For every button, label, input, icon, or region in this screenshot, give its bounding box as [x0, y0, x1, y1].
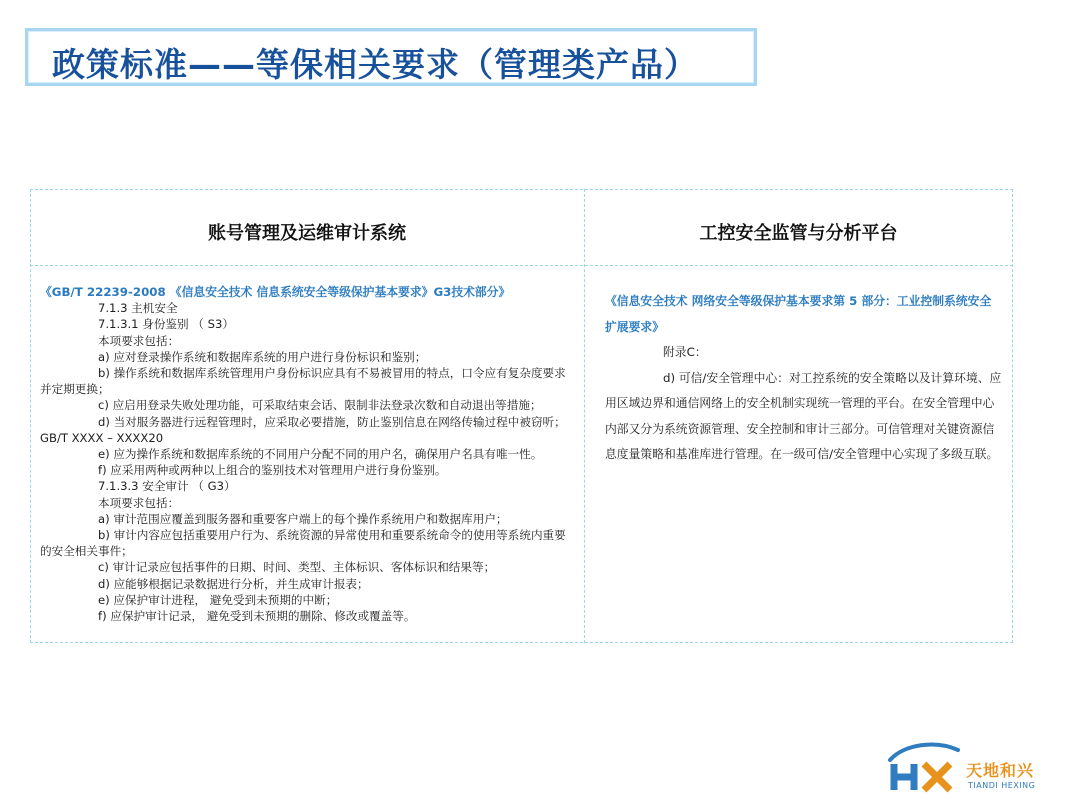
- logo-name-cn: 天地和兴: [966, 761, 1035, 780]
- appendix-label: 附录C：: [663, 345, 707, 359]
- left-column-body: [40, 284, 570, 624]
- clause-item: d) 应能够根据记录数据进行分析，并生成审计报表；: [98, 576, 369, 591]
- title-bar: [25, 28, 757, 86]
- clause-item: e) 应为操作系统和数据库系统的不同用户分配不同的用户名，确保用户名具有唯一性。: [98, 447, 543, 462]
- clause-text: 本项要求包括：: [98, 495, 180, 510]
- hx-logo-icon: [884, 738, 964, 796]
- appendix-paragraph: d) 可信/安全管理中心：对工控系统的安全策略以及计算环境、应用区域边界和通信网络上的安全机制实现统一管理的平台。在安全管理中心内部又分为系统资源管理、安全控制和审计三部分。可信管理对关键资源信息度量策略和基准库进行管理。在一级可信/安全管理中心实现了多级互联。: [605, 370, 1002, 461]
- logo-name-en: TIANDI HEXING: [968, 781, 1036, 790]
- clause-heading: 7.1.3 主机安全: [98, 301, 178, 316]
- clause-item: c) 应启用登录失败处理功能，可采取结束会话、限制非法登录次数和自动退出等措施；: [98, 398, 542, 413]
- clause-heading: 7.1.3.3 安全审计 （ G3）: [98, 479, 236, 494]
- clause-item: b) 操作系统和数据库系统管理用户身份标识应具有不易被冒用的特点，口令应有复杂度要求并定期更换；: [40, 366, 566, 397]
- page-title: 政策标准——等保相关要求（管理类产品）: [52, 45, 698, 84]
- clause-item: f) 应保护审计记录， 避免受到未预期的删除、修改或覆盖等。: [98, 609, 416, 624]
- clause-heading: 7.1.3.1 身份鉴别 （ S3）: [98, 317, 234, 332]
- clause-item: d) 当对服务器进行远程管理时，应采取必要措施，防止鉴别信息在网络传输过程中被窃听；GB/T XXXX – XXXX20: [40, 414, 566, 445]
- right-column-header: 工控安全监管与分析平台: [699, 223, 898, 244]
- company-logo: [884, 738, 1064, 798]
- clause-text: 本项要求包括：: [98, 333, 180, 348]
- clause-item: f) 应采用两种或两种以上组合的鉴别技术对管理用户进行身份鉴别。: [98, 463, 447, 478]
- clause-item: b) 审计内容应包括重要用户行为、系统资源的异常使用和重要系统命令的使用等系统内重要的安全相关事件；: [40, 528, 566, 559]
- header-divider: [30, 265, 1013, 266]
- right-column-body: [605, 289, 1003, 468]
- clause-item: a) 应对登录操作系统和数据库系统的用户进行身份标识和鉴别；: [98, 349, 427, 364]
- left-column-header: 账号管理及运维审计系统: [208, 223, 406, 244]
- column-divider: [584, 189, 585, 643]
- clause-item: e) 应保护审计进程， 避免受到未预期的中断；: [98, 592, 338, 607]
- clause-item: a) 审计范围应覆盖到服务器和重要客户端上的每个操作系统用户和数据库用户；: [98, 511, 508, 526]
- right-standard-title: 《信息安全技术 网络安全等级保护基本要求第 5 部分：工业控制系统安全扩展要求》: [605, 294, 992, 334]
- clause-item: c) 审计记录应包括事件的日期、时间、类型、主体标识、客体标识和结果等；: [98, 560, 496, 575]
- left-standard-title: 《GB/T 22239-2008 《信息安全技术 信息系统安全等级保护基本要求》G3技术部分》: [40, 285, 511, 299]
